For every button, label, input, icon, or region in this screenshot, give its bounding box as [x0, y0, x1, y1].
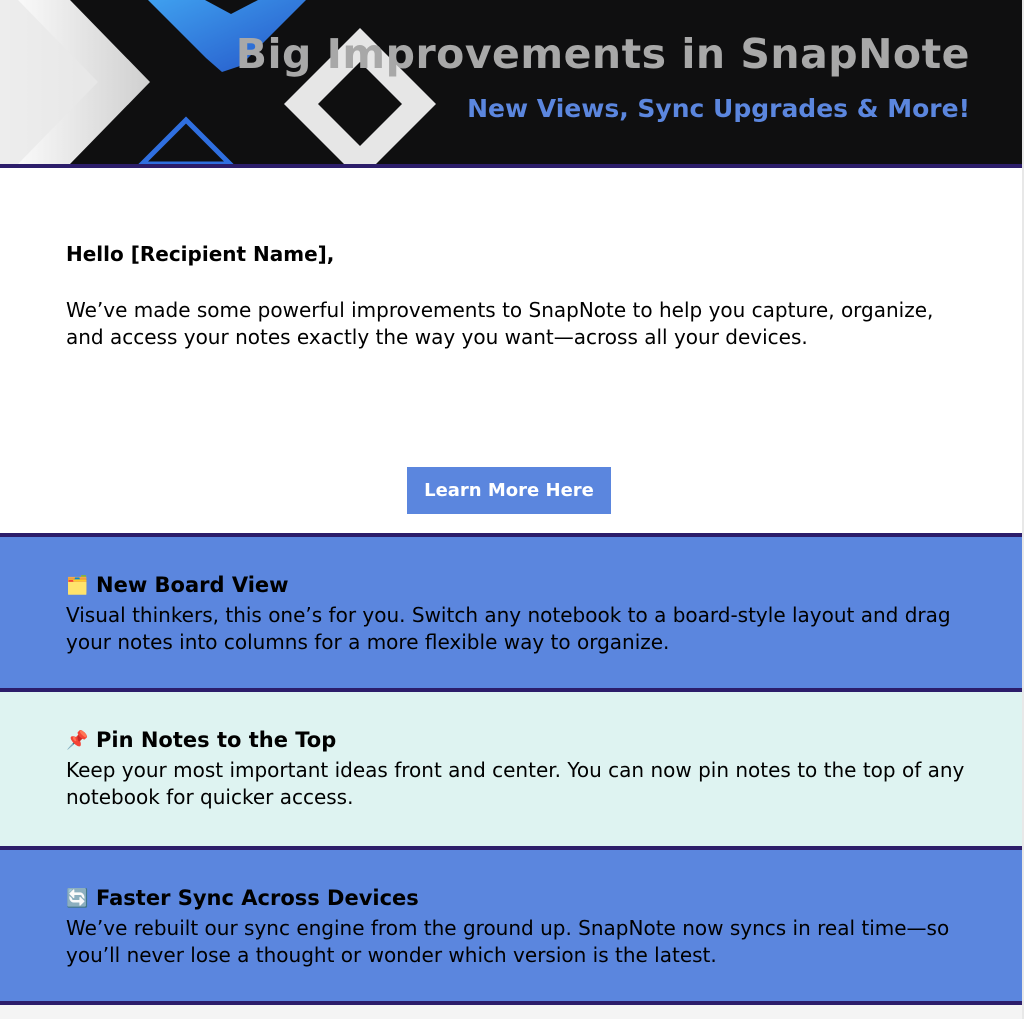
section-divider [0, 164, 1022, 168]
feature-title [66, 728, 336, 752]
banner-title: Big Improvements in SnapNote [235, 30, 970, 78]
feature-description: Visual thinkers, this one’s for you. Switch any notebook to a board-style layout and drag your notes into columns for a more flexible way to organize. [66, 603, 951, 654]
greeting: Hello [Recipient Name], [66, 242, 335, 266]
learn-more-button[interactable]: Learn More Here [407, 467, 611, 514]
feature-pin-notes [0, 692, 1022, 846]
card-index-dividers-icon: 🗂️ [66, 574, 89, 596]
feature-title [66, 573, 289, 597]
pushpin-icon: 📌 [66, 729, 89, 751]
feature-description: We’ve rebuilt our sync engine from the ground up. SnapNote now syncs in real time—so you’ll never lose a thought or wonder which version is the latest. [66, 916, 950, 967]
banner-geometric-art [0, 0, 1022, 164]
feature-title-text: New Board View [96, 573, 289, 597]
feature-description: Keep your most important ideas front and center. You can now pin notes to the top of any notebook for quicker access. [66, 758, 965, 809]
feature-title-text: Pin Notes to the Top [96, 728, 337, 752]
feature-board-view [0, 537, 1022, 688]
feature-title-text: Faster Sync Across Devices [96, 886, 419, 910]
header-banner [0, 0, 1022, 164]
feature-title [66, 886, 419, 910]
intro-paragraph: We’ve made some powerful improvements to SnapNote to help you capture, organize, and access your notes exactly the way you want—across all your devices. [66, 298, 934, 349]
sync-arrows-icon: 🔄 [66, 887, 89, 909]
feature-faster-sync [0, 850, 1022, 1001]
footer-strip [0, 1005, 1022, 1019]
banner-subtitle: New Views, Sync Upgrades & More! [467, 94, 970, 123]
